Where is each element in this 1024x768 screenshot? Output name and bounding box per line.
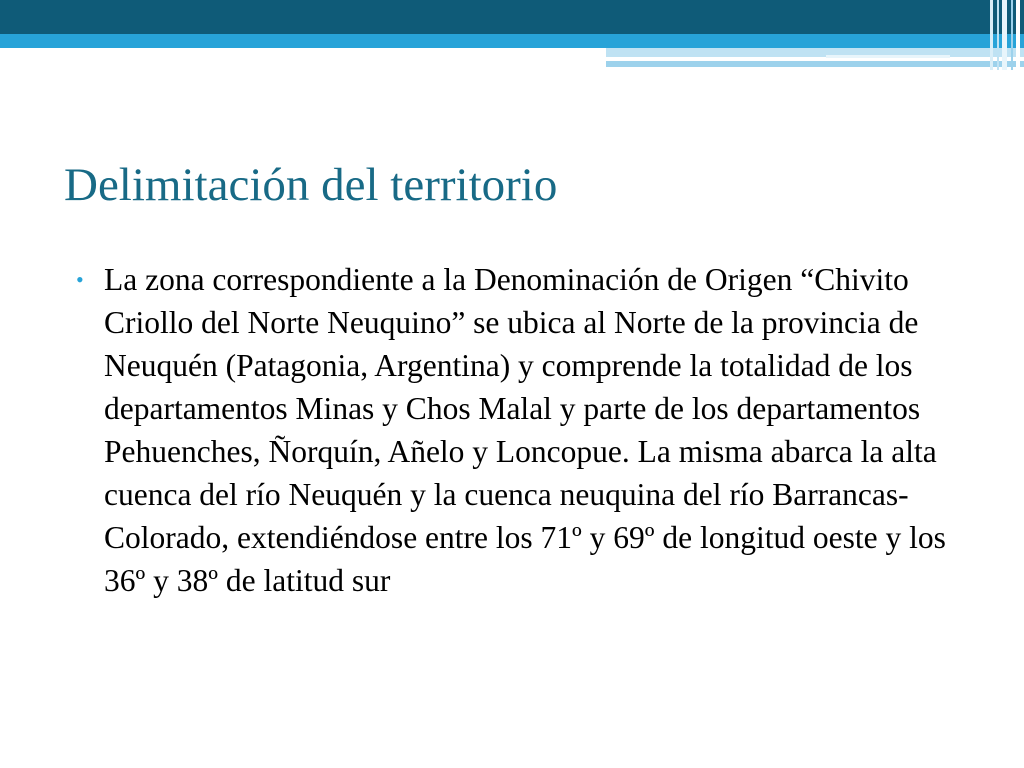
bullet-icon: • (76, 267, 84, 292)
header-strip-highlight (826, 55, 950, 58)
bullet-list (76, 258, 966, 602)
header-strip-upper (606, 48, 1024, 57)
header-bar-light (0, 34, 1024, 48)
header-strip-lower (606, 61, 1024, 67)
header-vertical-lines (988, 0, 1024, 70)
bullet-text: La zona correspondiente a la Denominación de Origen “Chivito Criollo del Norte Neuquino” se ubica al Norte de la provincia de Neuquén (Patagonia, Argentina) y comprende la totalidad de los departamentos Minas y Chos Malal y parte de los departamentos Pehuenches, Ñorquín, Añelo y Loncopue. La misma abarca la alta cuenca del río Neuquén y la cuenca neuquina del río Barrancas- Colorado, extendiéndose entre los 71º y 69º de longitud oeste y los 36º y 38º de latitud sur (104, 262, 946, 598)
header-bar-dark (0, 0, 1024, 34)
bullet-item (76, 258, 966, 602)
slide-title: Delimitación del territorio (64, 159, 558, 211)
